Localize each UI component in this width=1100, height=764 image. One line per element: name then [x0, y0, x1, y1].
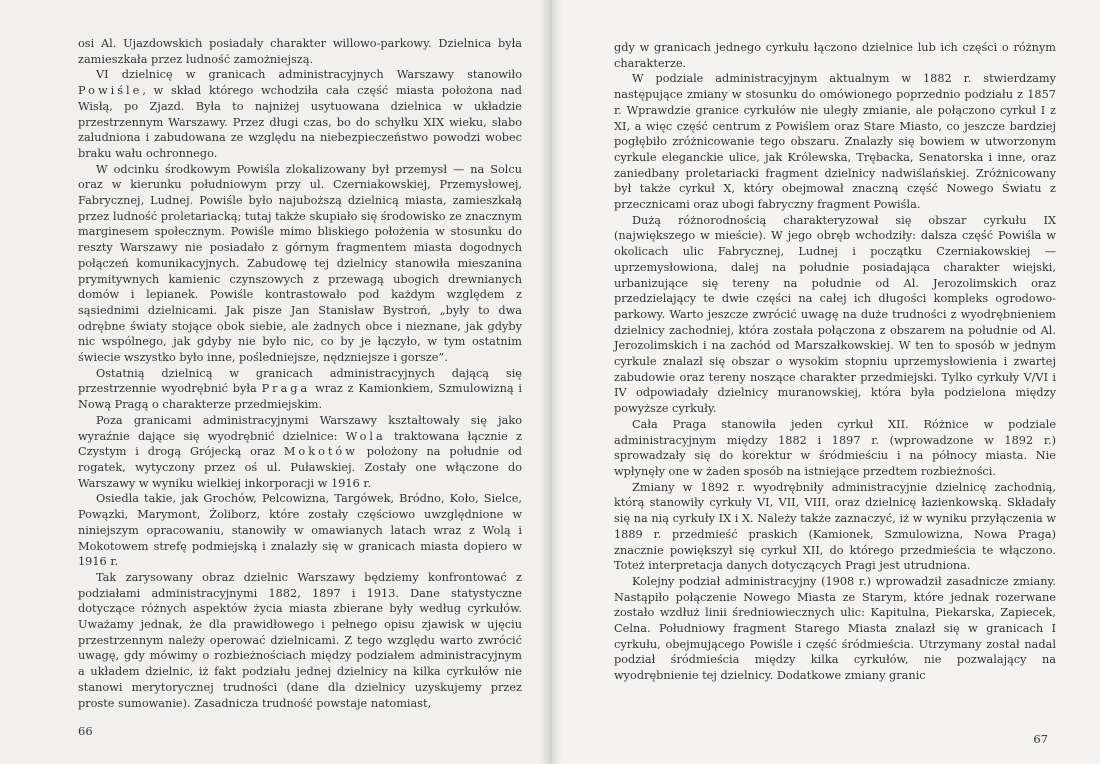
left-page-text	[78, 36, 522, 711]
right-page	[550, 0, 1100, 764]
spaced-term: Powiśle	[78, 84, 143, 98]
paragraph: osi Al. Ujazdowskich posiadały charakter willowo-parkowy. Dzielnica była zamieszkała przez ludność zamożniejszą.	[78, 37, 522, 66]
spaced-term: Wola	[345, 429, 386, 443]
paragraph: Tak zarysowany obraz dzielnic Warszawy będziemy konfrontować z podziałami administracyjnymi 1882, 1897 i 1913. Dane statystyczne dotyczące różnych aspektów życia miasta zbierane były według cyrkułów. Uważamy jednak, że dla prawidłowego i pełnego opisu zjawisk w ujęciu przestrzennym należy operować dzielnicami. Z tego względu warto zwrócić uwagę, gdy mówimy o rozbieżnościach między podziałem administracyjnym a układem dzielnic, iż fakt podziału jednej dzielnicy na kilka cyrkułów nie stanowi merytorycznej trudności (dane dla dzielnicy uzyskujemy przez proste sumowanie). Zasadnicza trudność powstaje natomiast,	[78, 570, 522, 710]
spaced-term: Mokotów	[283, 445, 358, 459]
paragraph: W odcinku środkowym Powiśla zlokalizowany był przemysł — na Solcu oraz w kierunku południowym przy ul. Czerniakowskiej, Przemysłowej, Fabrycznej, Ludnej. Powiśle było najuboższą dzielnicą miasta, zamieszkałą przez ludność proletariacką; tutaj także skupiało się środowisko ze znacznym marginesem społecznym. Powiśle mimo bliskiego położenia w stosunku do reszty Warszawy nie posiadało z górnym fragmentem miasta dogodnych połączeń komunikacyjnych. Zabudowę tej dzielnicy stanowiła mieszanina prymitywnych kamienic czynszowych z przewagą ubogich drewnianych domów i lepianek. Powiśle kontrastowało pod każdym względem z sąsiednimi dzielnicami. Jak pisze Jan Stanisław Bystroń, „były to dwa odrębne światy stojące obok siebie, ale żadnych obce i nieznane, jak gdyby nic wspólnego, jak gdyby nie było nic, co by je łączyło, w tym ostatnim świecie wszystko było inne, pośledniejsze, nędzniejsze i gorsze”.	[78, 162, 522, 365]
paragraph: Ostatnią dzielnicą w granicach administracyjnych dającą się przestrzennie wyodrębnić była Praga wraz z Kamionkiem, Szmulowizną i Nową Pragą o charakterze przedmiejskim.	[78, 366, 522, 412]
paragraph: Cała Praga stanowiła jeden cyrkuł XII. Różnice w podziale administracyjnym między 1882 i 1897 r. (wprowadzone w 1892 r.) sprowadzały się do korektur w śródmieściu i na północy miasta. Nie wpłynęły one w żaden sposób na istniejące przedtem rozbieżności.	[614, 417, 1056, 478]
paragraph: Poza granicami administracyjnymi Warszawy kształtowały się jako wyraźnie dające się wyodrębnić dzielnice: Wola traktowana łącznie z Czystym i drogą Grójecką oraz Mokotów położony na południe od rogatek, wytyczony przez oś ul. Puławskiej. Zostały one włączone do Warszawy w wyniku wielkiej inkorporacji w 1916 r.	[78, 413, 522, 490]
paragraph: Kolejny podział administracyjny (1908 r.) wprowadził zasadnicze zmiany. Nastąpiło połączenie Nowego Miasta ze Starym, które jednak rozerwane zostało wzdłuż linii średniowiecznych ulic: Kapitulna, Piekarska, Zapiecek, Celna. Południowy fragment Starego Miasta znalazł się w granicach I cyrkułu, obejmującego Powiśle i część śródmieścia. Utrzymany został nadal podział śródmieścia między kilka cyrkułów, nie pozwalający na wyodrębnienie tej dzielnicy. Dodatkowe zmiany granic	[614, 574, 1056, 683]
paragraph: Dużą różnorodnością charakteryzował się obszar cyrkułu IX (największego w mieście). W jego obręb wchodziły: dalsza część Powiśla w okolicach ulic Fabrycznej, Ludnej i początku Czerniakowskiej — uprzemysłowiona, dalej na południe posiadająca charakter wiejski, urbanizujące się tereny na południe od Al. Jerozolimskich oraz przedzielający te dwie części na całej ich długości kompleks ogrodowo-parkowy. Warto jeszcze zwrócić uwagę na duże trudności z wyodrębnieniem dzielnicy zachodniej, która została połączona z obszarem na południe od Al. Jerozolimskich i na zachód od Marszałkowskiej. W ten to sposób w jednym cyrkule znalazł się obszar o wysokim stopniu uprzemysłowienia i zwartej zabudowie oraz tereny noszące charakter przedmiejski. Tylko cyrkuły V/VI i IV odpowiadały dzielnicy muranowskiej, która była podzielona między powyższe cyrkuły.	[614, 213, 1056, 416]
page-number: 67	[1033, 732, 1048, 746]
right-page-text	[614, 40, 1056, 684]
page-number: 66	[78, 724, 93, 738]
paragraph: gdy w granicach jednego cyrkułu łączono dzielnice lub ich części o różnym charakterze.	[614, 41, 1056, 70]
spaced-term: Praga	[261, 382, 311, 396]
paragraph: VI dzielnicę w granicach administracyjnych Warszawy stanowiło Powiśle, w skład którego wchodziła cała część miasta położona nad Wisłą, po Zjazd. Była to najniżej usytuowana dzielnica w układzie przestrzennym Warszawy. Przez długi czas, bo do schyłku XIX wieku, słabo zaludniona i zabudowana ze względu na niebezpieczeństwo powodzi wobec braku wału ochronnego.	[78, 68, 522, 160]
paragraph: Osiedla takie, jak Grochów, Pelcowizna, Targówek, Bródno, Koło, Sielce, Powązki, Marymont, Żoliborz, które zostały częściowo uwzględnione w niniejszym opracowaniu, stanowiły w omawianych latach wraz z Wolą i Mokotowem strefę podmiejską i znalazły się w granicach miasta dopiero w 1916 r.	[78, 492, 522, 569]
paragraph: W podziale administracyjnym aktualnym w 1882 r. stwierdzamy następujące zmiany w stosunku do omówionego poprzednio podziału z 1857 r. Wprawdzie granice cyrkułów nie uległy zmianie, ale połączono cyrkuł I z XI, a więc część centrum z Powiślem oraz Stare Miasto, co jeszcze bardziej pogłębiło zróżnicowanie tego obszaru. Znalazły się bowiem w utworzonym cyrkule eleganckie ulice, jak Królewska, Trębacka, Senatorska i inne, oraz zaniedbany proletariacki fragment dzielnicy nadwiślańskiej. Zróżnicowany był także cyrkuł X, który obejmował znaczną część Nowego Światu z przecznicami oraz ubogi fabryczny fragment Powiśla.	[614, 72, 1056, 212]
paragraph: Zmiany w 1892 r. wyodrębniły administracyjnie dzielnicę zachodnią, którą stanowiły cyrkuły VI, VII, VIII, oraz dzielnicę łazienkowską. Składały się na nią cyrkuły IX i X. Należy także zaznaczyć, iż w wyniku przyłączenia w 1889 r. przedmieść praskich (Kamionek, Szmulowizna, Nowa Praga) znacznie powiększył się cyrkuł XII, do którego przedmieścia te włączono. Toteż interpretacja danych dotyczących Pragi jest utrudniona.	[614, 480, 1056, 573]
